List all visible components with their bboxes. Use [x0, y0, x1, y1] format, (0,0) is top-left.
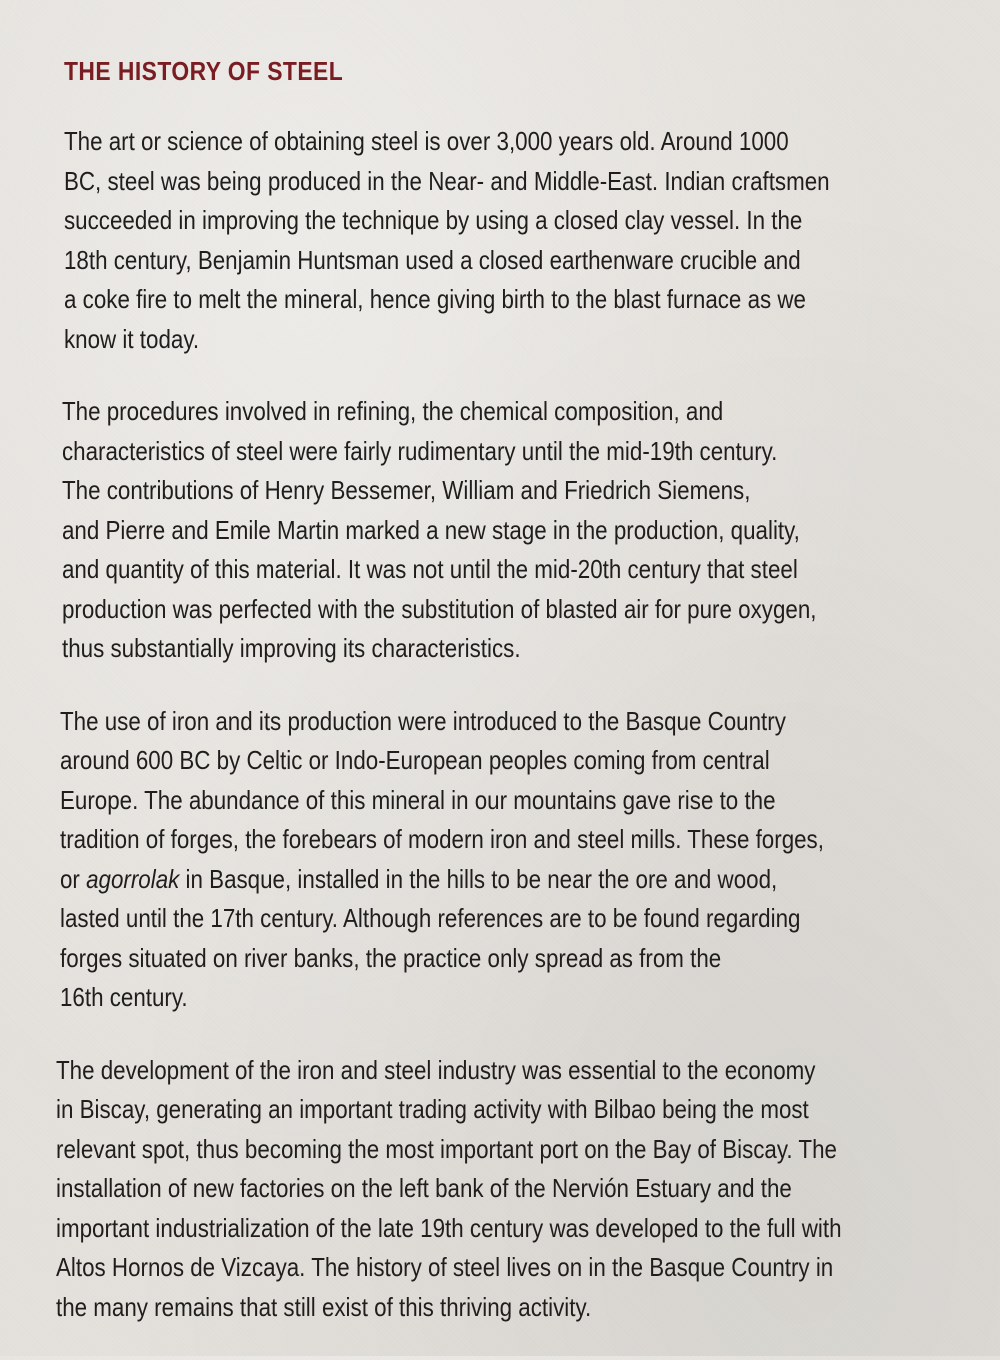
panel-title: THE HISTORY OF STEEL — [64, 56, 344, 86]
text-line: and Pierre and Emile Martin marked a new stage in the production, quality, — [62, 514, 800, 545]
text-line: 16th century. — [60, 982, 188, 1012]
panel-body — [56, 122, 936, 1360]
basque-term: agorrolak — [86, 863, 180, 894]
text-line: installation of new factories on the left bank of the Nervión Estuary and the — [56, 1173, 792, 1203]
text-line: BC, steel was being produced in the Near- and Middle-East. Indian craftsmen — [64, 165, 830, 196]
paragraph-3 — [56, 702, 936, 1018]
paragraph-2 — [56, 392, 936, 669]
text-line: succeeded in improving the technique by using a closed clay vessel. In the — [64, 205, 803, 235]
text-line: Europe. The abundance of this mineral in our mountains gave rise to the — [60, 784, 776, 815]
text-line: The use of iron and its production were introduced to the Basque Country — [60, 705, 786, 736]
text-line: characteristics of steel were fairly rudimentary until the mid-19th century. — [62, 435, 778, 466]
paragraph-4 — [56, 1051, 936, 1328]
text-line: 18th century, Benjamin Huntsman used a closed earthenware crucible and — [64, 244, 801, 275]
text-line: in Biscay, generating an important trading activity with Bilbao being the most — [56, 1094, 809, 1124]
text-line: The procedures involved in refining, the chemical composition, and — [62, 396, 724, 426]
text-line: know it today. — [64, 323, 200, 354]
text-fragment: in Basque, installed in the hills to be near the ore and wood, — [179, 863, 778, 894]
text-fragment: or — [60, 863, 87, 894]
paragraph-1 — [56, 122, 936, 359]
text-line: important industrialization of the late 19th century was developed to the full with — [56, 1212, 842, 1243]
text-line: Altos Hornos de Vizcaya. The history of steel lives on in the Basque Country in — [56, 1252, 834, 1282]
text-line: thus substantially improving its characteristics. — [62, 633, 521, 663]
text-line: the many remains that still exist of this thriving activity. — [56, 1291, 592, 1322]
text-line: production was perfected with the substitution of blasted air for pure oxygen, — [62, 593, 817, 624]
text-line: The development of the iron and steel industry was essential to the economy — [56, 1054, 816, 1085]
text-line-with-italic — [60, 860, 813, 900]
text-line: forges situated on river banks, the practice only spread as from the — [60, 942, 722, 973]
text-line: The art or science of obtaining steel is over 3,000 years old. Around 1000 — [64, 126, 789, 156]
text-line: a coke fire to melt the mineral, hence giving birth to the blast furnace as we — [64, 284, 807, 314]
text-line: relevant spot, thus becoming the most important port on the Bay of Biscay. The — [56, 1133, 837, 1164]
text-line: tradition of forges, the forebears of modern iron and steel mills. These forges, — [60, 824, 824, 854]
text-line: lasted until the 17th century. Although references are to be found regarding — [60, 903, 801, 933]
text-line: and quantity of this material. It was not until the mid-20th century that steel — [62, 554, 798, 584]
text-line: around 600 BC by Celtic or Indo-European peoples coming from central — [60, 745, 770, 775]
text-line: The contributions of Henry Bessemer, William and Friedrich Siemens, — [62, 475, 751, 505]
